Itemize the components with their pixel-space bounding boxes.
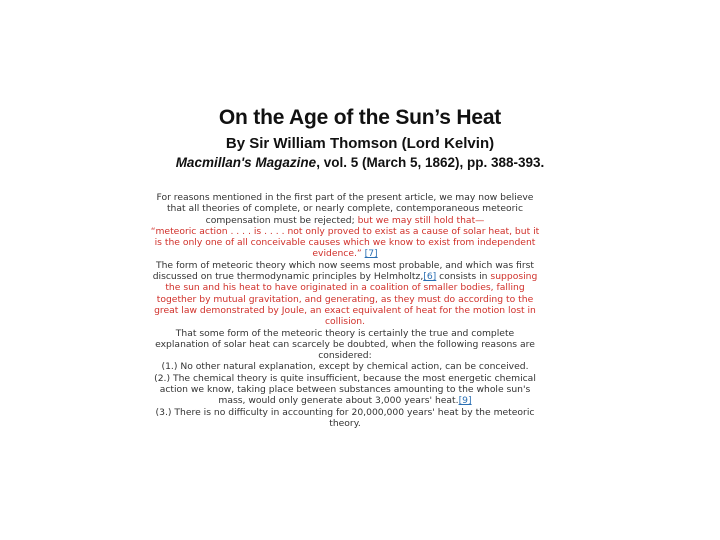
excerpt-text-span: consists in [436, 271, 491, 283]
source-details: , vol. 5 (March 5, 1862), pp. 388-393. [316, 155, 545, 170]
page-title: On the Age of the Sun’s Heat [218, 106, 502, 129]
reason-2 [148, 373, 542, 407]
excerpt-quote [148, 226, 542, 260]
excerpt-text [148, 192, 542, 429]
excerpt-text-span: The form of meteoric theory which now seems most probable, and which was first discussed on true thermodynamic principles by Helmholtz, [152, 259, 534, 283]
source-citation [0, 155, 720, 170]
reference-link-7[interactable]: [7] [364, 248, 378, 260]
excerpt-paragraph-1 [148, 192, 542, 226]
reason-1: (1.) No other natural explanation, except by chemical action, can be conceived. [161, 361, 529, 373]
reference-link-9[interactable]: [9] [458, 395, 472, 407]
excerpt-paragraph-2 [148, 260, 542, 328]
excerpt-text-span: For reasons mentioned in the first part of the present article, we may now believe that all theories of complete, or nearly complete, contemporaneous meteoric compensation must be rejected; [156, 192, 534, 226]
highlighted-text: but we may still hold that— [357, 214, 485, 226]
highlighted-quote: “meteoric action . . . . is . . . . not only proved to exist as a cause of solar heat, but it is the only one of all conceivable causes which we know to exist from independent evidence.” [150, 225, 540, 260]
author-line: By Sir William Thomson (Lord Kelvin) [225, 135, 495, 152]
excerpt-paragraph-3: That some form of the meteoric theory is certainly the true and complete explanation of solar heat can scarcely be doubted, when the following reasons are considered: [155, 327, 535, 362]
highlighted-text: supposing the sun and his heat to have originated in a coalition of smaller bodies, falling together by mutual gravitation, and generating, as they must do according to the great law demonstrated by Joule, an exact equivalent of heat for the motion lost in collision. [154, 271, 538, 328]
excerpt-text-span: (2.) The chemical theory is quite insufficient, because the most energetic chemical action we know, taking place between substances amounting to the whole sun's mass, would only generate about 3,000 years' heat. [154, 372, 536, 407]
reference-link-6[interactable]: [6] [423, 271, 437, 283]
reason-3: (3.) There is no difficulty in accounting for 20,000,000 years' heat by the meteoric theory. [155, 406, 535, 429]
magazine-name: Macmillan's Magazine [175, 155, 317, 170]
